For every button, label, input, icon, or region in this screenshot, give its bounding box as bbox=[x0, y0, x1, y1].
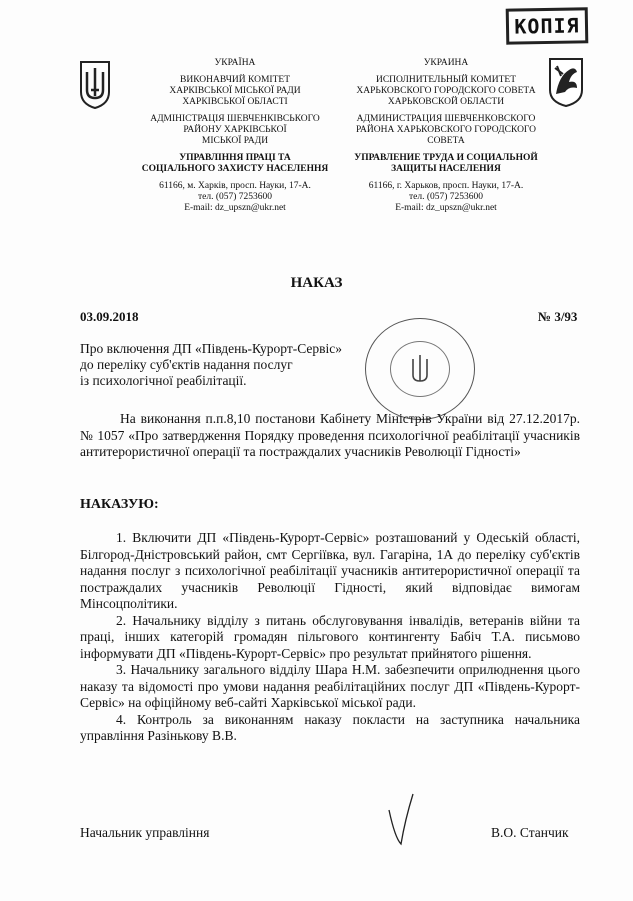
address-line: 61166, г. Харьков, просп. Науки, 17-А. bbox=[368, 181, 524, 191]
committee-line: ХАРКІВСЬКОЇ ОБЛАСТІ bbox=[182, 97, 288, 107]
subject-line: із психологічної реабілітації. bbox=[80, 373, 247, 388]
intro-paragraph: На виконання п.п.8,10 постанови Кабінету Міністрів України від 27.12.2017р. № 1057 «Про затвердження Порядку проведення психологічної реабілітації учасників антитерористичної операції та постраждалих учасників Революції Гідності» bbox=[80, 411, 580, 459]
order-item: 1. Включити ДП «Південь-Курорт-Сервіс» розташований у Одеській області, Білгород-Дністровський район, смт Сергіївка, вул. Гагаріна, 1А до переліку суб'єктів надання послуг з психологічної реабілітації учасників антитерористичної операції та постраждалих учасників Революції Гідності, який відповідає вимогам Мінсоцполітики. bbox=[80, 530, 580, 611]
kharkiv-coat-of-arms-icon bbox=[547, 56, 585, 108]
order-heading: НАКАЗУЮ: bbox=[80, 497, 159, 512]
committee-line: ХАРЬКОВСКОЙ ОБЛАСТИ bbox=[387, 97, 505, 107]
official-round-stamp bbox=[365, 318, 475, 420]
copy-stamp: КОПІЯ bbox=[506, 7, 589, 44]
phone-line: тел. (057) 7253600 bbox=[408, 192, 484, 202]
handwritten-signature bbox=[385, 790, 425, 850]
document-subject bbox=[80, 341, 380, 389]
committee-line: ХАРЬКОВСКОГО ГОРОДСКОГО СОВЕТА bbox=[356, 86, 536, 96]
header-left bbox=[140, 58, 330, 214]
signer-name: В.О. Станчик bbox=[491, 825, 569, 840]
administration-line: РАЙОНА ХАРЬКОВСКОГО ГОРОДСКОГО bbox=[355, 125, 537, 135]
administration-line: МІСЬКОЇ РАДИ bbox=[201, 136, 269, 146]
trident-icon bbox=[366, 319, 474, 419]
committee-line: ХАРКІВСЬКОЇ МІСЬКОЇ РАДИ bbox=[169, 86, 301, 96]
email-line: E-mail: dz_upszn@ukr.net bbox=[184, 203, 286, 213]
signer-position: Начальник управління bbox=[80, 825, 210, 840]
committee-line: ИСПОЛНИТЕЛЬНЫЙ КОМИТЕТ bbox=[375, 75, 517, 85]
trident-emblem-icon bbox=[77, 60, 113, 110]
order-item: 4. Контроль за виконанням наказу покласти на заступника начальника управління Разінькову В.В. bbox=[80, 711, 580, 743]
subject-line: до переліку суб'єктів надання послуг bbox=[80, 357, 293, 372]
order-item: 3. Начальнику загального відділу Шара Н.М. забезпечити оприлюднення цього наказу та відомості про умови надання реабілітаційних послуг ДП «Південь-Курорт-Сервіс» на офіційному веб-сайті Харківської міської ради. bbox=[80, 662, 580, 710]
document-title: НАКАЗ bbox=[290, 275, 343, 291]
administration-line: РАЙОНУ ХАРКІВСЬКОЇ bbox=[183, 125, 287, 135]
administration-line: АДМІНІСТРАЦІЯ ШЕВЧЕНКІВСЬКОГО bbox=[150, 114, 320, 124]
document-date: 03.09.2018 bbox=[80, 309, 139, 324]
country-ru: УКРАИНА bbox=[423, 58, 469, 68]
address-line: 61166, м. Харків, просп. Науки, 17-А. bbox=[159, 181, 311, 191]
order-items bbox=[80, 530, 580, 745]
committee-line: ВИКОНАВЧИЙ КОМІТЕТ bbox=[180, 75, 290, 85]
department-line: УПРАВЛІННЯ ПРАЦІ ТА bbox=[179, 153, 291, 163]
document-number: № 3/93 bbox=[538, 309, 578, 324]
email-line: E-mail: dz_upszn@ukr.net bbox=[395, 203, 497, 213]
phone-line: тел. (057) 7253600 bbox=[197, 192, 273, 202]
country-ua: УКРАЇНА bbox=[214, 58, 256, 68]
subject-line: Про включення ДП «Південь-Курорт-Сервіс» bbox=[80, 341, 343, 356]
department-line: СОЦІАЛЬНОГО ЗАХИСТУ НАСЕЛЕННЯ bbox=[141, 164, 329, 174]
header-right bbox=[346, 58, 546, 214]
department-line: ЗАЩИТЫ НАСЕЛЕНИЯ bbox=[391, 164, 501, 174]
department-line: УПРАВЛЕНИЕ ТРУДА И СОЦИАЛЬНОЙ bbox=[354, 153, 538, 163]
administration-line: АДМИНИСТРАЦИЯ ШЕВЧЕНКОВСКОГО bbox=[356, 114, 536, 124]
administration-line: СОВЕТА bbox=[427, 136, 465, 146]
order-item: 2. Начальнику відділу з питань обслуговування інвалідів, ветеранів війни та праці, інших категорій громадян пільгового контингенту Бабіч Т.А. письмово інформувати ДП «Південь-Курорт-Сервіс» про результат прийнятого рішення. bbox=[80, 612, 580, 661]
